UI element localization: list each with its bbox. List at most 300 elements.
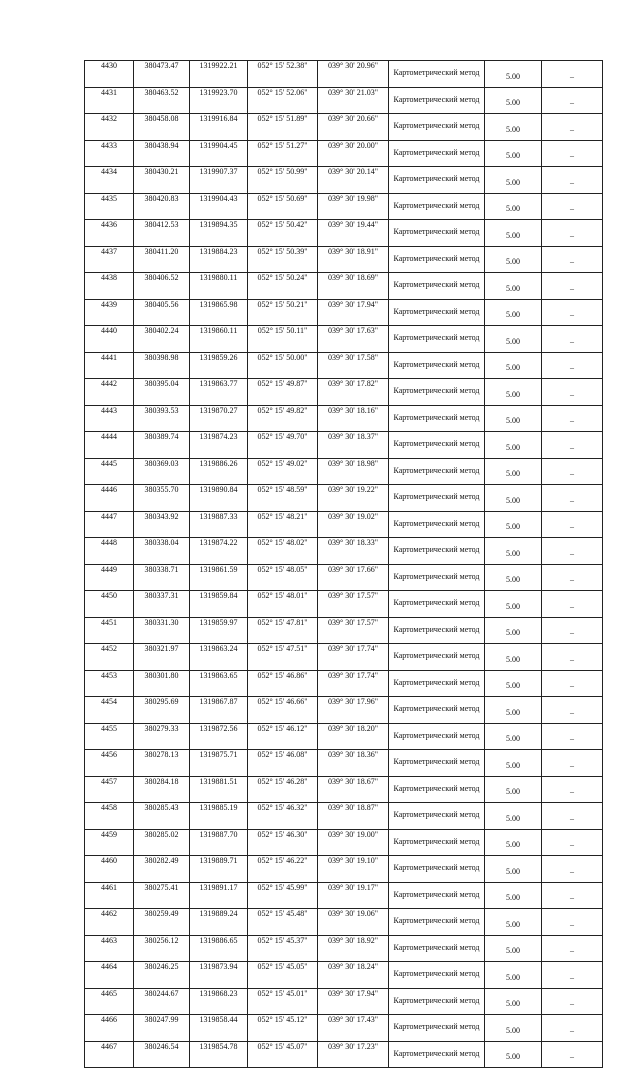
determination-method-cell: Картометрический метод (389, 670, 485, 697)
latitude-cell: 052° 15' 50.39" (248, 246, 318, 273)
determination-method-cell: Картометрический метод (389, 326, 485, 353)
y-coordinate-cell: 1319891.17 (190, 882, 248, 909)
note-cell: – (542, 962, 603, 989)
y-coordinate-cell: 1319884.23 (190, 246, 248, 273)
note-cell: – (542, 803, 603, 830)
x-coordinate-cell: 380395.04 (134, 379, 190, 406)
accuracy-cell: 5.00 (485, 644, 542, 671)
longitude-cell: 039° 30' 17.23" (318, 1041, 389, 1068)
latitude-cell: 052° 15' 46.86" (248, 670, 318, 697)
point-number-cell: 4447 (85, 511, 134, 538)
latitude-cell: 052° 15' 49.70" (248, 432, 318, 459)
point-number-cell: 4452 (85, 644, 134, 671)
table-row (85, 697, 603, 724)
accuracy-cell: 5.00 (485, 1041, 542, 1068)
longitude-cell: 039° 30' 17.57" (318, 591, 389, 618)
longitude-cell: 039° 30' 18.87" (318, 803, 389, 830)
accuracy-cell: 5.00 (485, 511, 542, 538)
latitude-cell: 052° 15' 52.06" (248, 87, 318, 114)
accuracy-cell: 5.00 (485, 591, 542, 618)
note-cell: – (542, 829, 603, 856)
point-number-cell: 4462 (85, 909, 134, 936)
longitude-cell: 039° 30' 17.63" (318, 326, 389, 353)
x-coordinate-cell: 380259.49 (134, 909, 190, 936)
point-number-cell: 4460 (85, 856, 134, 883)
table-row (85, 246, 603, 273)
latitude-cell: 052° 15' 49.82" (248, 405, 318, 432)
y-coordinate-cell: 1319859.97 (190, 617, 248, 644)
accuracy-cell: 5.00 (485, 670, 542, 697)
longitude-cell: 039° 30' 20.66" (318, 114, 389, 141)
point-number-cell: 4436 (85, 220, 134, 247)
table-row (85, 299, 603, 326)
table-row (85, 511, 603, 538)
longitude-cell: 039° 30' 17.74" (318, 644, 389, 671)
table-row (85, 61, 603, 88)
point-number-cell: 4466 (85, 1015, 134, 1042)
point-number-cell: 4454 (85, 697, 134, 724)
table-row (85, 564, 603, 591)
accuracy-cell: 5.00 (485, 193, 542, 220)
point-number-cell: 4445 (85, 458, 134, 485)
x-coordinate-cell: 380337.31 (134, 591, 190, 618)
note-cell: – (542, 405, 603, 432)
latitude-cell: 052° 15' 50.99" (248, 167, 318, 194)
table-row (85, 432, 603, 459)
y-coordinate-cell: 1319885.19 (190, 803, 248, 830)
point-number-cell: 4432 (85, 114, 134, 141)
accuracy-cell: 5.00 (485, 1015, 542, 1042)
point-number-cell: 4438 (85, 273, 134, 300)
latitude-cell: 052° 15' 46.08" (248, 750, 318, 777)
x-coordinate-cell: 380411.20 (134, 246, 190, 273)
x-coordinate-cell: 380406.52 (134, 273, 190, 300)
determination-method-cell: Картометрический метод (389, 644, 485, 671)
y-coordinate-cell: 1319859.84 (190, 591, 248, 618)
accuracy-cell: 5.00 (485, 776, 542, 803)
table-row (85, 776, 603, 803)
point-number-cell: 4442 (85, 379, 134, 406)
latitude-cell: 052° 15' 47.51" (248, 644, 318, 671)
note-cell: – (542, 114, 603, 141)
point-number-cell: 4456 (85, 750, 134, 777)
determination-method-cell: Картометрический метод (389, 909, 485, 936)
y-coordinate-cell: 1319859.26 (190, 352, 248, 379)
x-coordinate-cell: 380338.04 (134, 538, 190, 565)
determination-method-cell: Картометрический метод (389, 114, 485, 141)
note-cell: – (542, 644, 603, 671)
determination-method-cell: Картометрический метод (389, 776, 485, 803)
table-row (85, 670, 603, 697)
longitude-cell: 039° 30' 18.33" (318, 538, 389, 565)
determination-method-cell: Картометрический метод (389, 352, 485, 379)
latitude-cell: 052° 15' 45.37" (248, 935, 318, 962)
note-cell: – (542, 909, 603, 936)
accuracy-cell: 5.00 (485, 379, 542, 406)
longitude-cell: 039° 30' 20.14" (318, 167, 389, 194)
longitude-cell: 039° 30' 17.96" (318, 697, 389, 724)
point-number-cell: 4467 (85, 1041, 134, 1068)
accuracy-cell: 5.00 (485, 140, 542, 167)
note-cell: – (542, 352, 603, 379)
longitude-cell: 039° 30' 20.00" (318, 140, 389, 167)
latitude-cell: 052° 15' 48.02" (248, 538, 318, 565)
latitude-cell: 052° 15' 51.89" (248, 114, 318, 141)
y-coordinate-cell: 1319874.23 (190, 432, 248, 459)
accuracy-cell: 5.00 (485, 432, 542, 459)
latitude-cell: 052° 15' 46.66" (248, 697, 318, 724)
note-cell: – (542, 87, 603, 114)
longitude-cell: 039° 30' 17.43" (318, 1015, 389, 1042)
x-coordinate-cell: 380295.69 (134, 697, 190, 724)
accuracy-cell: 5.00 (485, 723, 542, 750)
y-coordinate-cell: 1319870.27 (190, 405, 248, 432)
determination-method-cell: Картометрический метод (389, 87, 485, 114)
table-row (85, 909, 603, 936)
determination-method-cell: Картометрический метод (389, 140, 485, 167)
point-number-cell: 4458 (85, 803, 134, 830)
latitude-cell: 052° 15' 45.48" (248, 909, 318, 936)
accuracy-cell: 5.00 (485, 564, 542, 591)
point-number-cell: 4453 (85, 670, 134, 697)
determination-method-cell: Картометрический метод (389, 564, 485, 591)
x-coordinate-cell: 380279.33 (134, 723, 190, 750)
x-coordinate-cell: 380338.71 (134, 564, 190, 591)
accuracy-cell: 5.00 (485, 909, 542, 936)
point-number-cell: 4463 (85, 935, 134, 962)
latitude-cell: 052° 15' 46.12" (248, 723, 318, 750)
y-coordinate-cell: 1319886.26 (190, 458, 248, 485)
y-coordinate-cell: 1319881.51 (190, 776, 248, 803)
accuracy-cell: 5.00 (485, 538, 542, 565)
latitude-cell: 052° 15' 48.05" (248, 564, 318, 591)
latitude-cell: 052° 15' 52.38" (248, 61, 318, 88)
table-row (85, 962, 603, 989)
determination-method-cell: Картометрический метод (389, 962, 485, 989)
table-row (85, 458, 603, 485)
accuracy-cell: 5.00 (485, 167, 542, 194)
note-cell: – (542, 591, 603, 618)
table-row (85, 352, 603, 379)
x-coordinate-cell: 380284.18 (134, 776, 190, 803)
point-number-cell: 4461 (85, 882, 134, 909)
longitude-cell: 039° 30' 17.57" (318, 617, 389, 644)
y-coordinate-cell: 1319868.23 (190, 988, 248, 1015)
latitude-cell: 052° 15' 45.99" (248, 882, 318, 909)
note-cell: – (542, 750, 603, 777)
y-coordinate-cell: 1319875.71 (190, 750, 248, 777)
table-row (85, 273, 603, 300)
note-cell: – (542, 564, 603, 591)
determination-method-cell: Картометрический метод (389, 273, 485, 300)
latitude-cell: 052° 15' 45.12" (248, 1015, 318, 1042)
latitude-cell: 052° 15' 50.00" (248, 352, 318, 379)
accuracy-cell: 5.00 (485, 299, 542, 326)
latitude-cell: 052° 15' 46.30" (248, 829, 318, 856)
longitude-cell: 039° 30' 18.91" (318, 246, 389, 273)
x-coordinate-cell: 380393.53 (134, 405, 190, 432)
longitude-cell: 039° 30' 17.94" (318, 299, 389, 326)
x-coordinate-cell: 380301.80 (134, 670, 190, 697)
y-coordinate-cell: 1319916.84 (190, 114, 248, 141)
y-coordinate-cell: 1319872.56 (190, 723, 248, 750)
table-row (85, 405, 603, 432)
point-number-cell: 4455 (85, 723, 134, 750)
determination-method-cell: Картометрический метод (389, 193, 485, 220)
x-coordinate-cell: 380278.13 (134, 750, 190, 777)
x-coordinate-cell: 380321.97 (134, 644, 190, 671)
longitude-cell: 039° 30' 18.37" (318, 432, 389, 459)
x-coordinate-cell: 380282.49 (134, 856, 190, 883)
accuracy-cell: 5.00 (485, 220, 542, 247)
determination-method-cell: Картометрический метод (389, 220, 485, 247)
note-cell: – (542, 485, 603, 512)
latitude-cell: 052° 15' 49.87" (248, 379, 318, 406)
y-coordinate-cell: 1319874.22 (190, 538, 248, 565)
longitude-cell: 039° 30' 18.24" (318, 962, 389, 989)
determination-method-cell: Картометрический метод (389, 617, 485, 644)
point-number-cell: 4459 (85, 829, 134, 856)
point-number-cell: 4439 (85, 299, 134, 326)
longitude-cell: 039° 30' 18.69" (318, 273, 389, 300)
x-coordinate-cell: 380398.98 (134, 352, 190, 379)
x-coordinate-cell: 380369.03 (134, 458, 190, 485)
latitude-cell: 052° 15' 50.24" (248, 273, 318, 300)
y-coordinate-cell: 1319889.71 (190, 856, 248, 883)
accuracy-cell: 5.00 (485, 273, 542, 300)
x-coordinate-cell: 380275.41 (134, 882, 190, 909)
note-cell: – (542, 1015, 603, 1042)
latitude-cell: 052° 15' 51.27" (248, 140, 318, 167)
table-row (85, 644, 603, 671)
longitude-cell: 039° 30' 19.98" (318, 193, 389, 220)
note-cell: – (542, 617, 603, 644)
longitude-cell: 039° 30' 18.98" (318, 458, 389, 485)
table-row (85, 220, 603, 247)
accuracy-cell: 5.00 (485, 988, 542, 1015)
note-cell: – (542, 326, 603, 353)
point-number-cell: 4457 (85, 776, 134, 803)
x-coordinate-cell: 380244.67 (134, 988, 190, 1015)
accuracy-cell: 5.00 (485, 829, 542, 856)
y-coordinate-cell: 1319880.11 (190, 273, 248, 300)
y-coordinate-cell: 1319863.65 (190, 670, 248, 697)
y-coordinate-cell: 1319887.33 (190, 511, 248, 538)
point-number-cell: 4443 (85, 405, 134, 432)
point-number-cell: 4435 (85, 193, 134, 220)
y-coordinate-cell: 1319894.35 (190, 220, 248, 247)
longitude-cell: 039° 30' 18.20" (318, 723, 389, 750)
y-coordinate-cell: 1319922.21 (190, 61, 248, 88)
point-number-cell: 4450 (85, 591, 134, 618)
note-cell: – (542, 167, 603, 194)
x-coordinate-cell: 380405.56 (134, 299, 190, 326)
determination-method-cell: Картометрический метод (389, 61, 485, 88)
note-cell: – (542, 61, 603, 88)
x-coordinate-cell: 380247.99 (134, 1015, 190, 1042)
y-coordinate-cell: 1319904.45 (190, 140, 248, 167)
note-cell: – (542, 458, 603, 485)
note-cell: – (542, 882, 603, 909)
determination-method-cell: Картометрический метод (389, 405, 485, 432)
table-row (85, 750, 603, 777)
table-row (85, 87, 603, 114)
point-number-cell: 4434 (85, 167, 134, 194)
longitude-cell: 039° 30' 19.00" (318, 829, 389, 856)
point-number-cell: 4465 (85, 988, 134, 1015)
y-coordinate-cell: 1319890.84 (190, 485, 248, 512)
latitude-cell: 052° 15' 49.02" (248, 458, 318, 485)
note-cell: – (542, 697, 603, 724)
table-row (85, 856, 603, 883)
note-cell: – (542, 140, 603, 167)
note-cell: – (542, 776, 603, 803)
latitude-cell: 052° 15' 46.32" (248, 803, 318, 830)
latitude-cell: 052° 15' 48.59" (248, 485, 318, 512)
table-row (85, 829, 603, 856)
latitude-cell: 052° 15' 46.28" (248, 776, 318, 803)
accuracy-cell: 5.00 (485, 352, 542, 379)
x-coordinate-cell: 380430.21 (134, 167, 190, 194)
determination-method-cell: Картометрический метод (389, 299, 485, 326)
note-cell: – (542, 511, 603, 538)
determination-method-cell: Картометрический метод (389, 935, 485, 962)
y-coordinate-cell: 1319863.24 (190, 644, 248, 671)
longitude-cell: 039° 30' 19.02" (318, 511, 389, 538)
note-cell: – (542, 1041, 603, 1068)
y-coordinate-cell: 1319863.77 (190, 379, 248, 406)
accuracy-cell: 5.00 (485, 458, 542, 485)
x-coordinate-cell: 380389.74 (134, 432, 190, 459)
y-coordinate-cell: 1319865.98 (190, 299, 248, 326)
accuracy-cell: 5.00 (485, 87, 542, 114)
longitude-cell: 039° 30' 21.03" (318, 87, 389, 114)
x-coordinate-cell: 380343.92 (134, 511, 190, 538)
table-row (85, 935, 603, 962)
x-coordinate-cell: 380412.53 (134, 220, 190, 247)
note-cell: – (542, 246, 603, 273)
note-cell: – (542, 988, 603, 1015)
accuracy-cell: 5.00 (485, 803, 542, 830)
determination-method-cell: Картометрический метод (389, 750, 485, 777)
determination-method-cell: Картометрический метод (389, 485, 485, 512)
x-coordinate-cell: 380246.25 (134, 962, 190, 989)
table-row (85, 988, 603, 1015)
point-number-cell: 4437 (85, 246, 134, 273)
y-coordinate-cell: 1319873.94 (190, 962, 248, 989)
latitude-cell: 052° 15' 45.01" (248, 988, 318, 1015)
y-coordinate-cell: 1319904.43 (190, 193, 248, 220)
latitude-cell: 052° 15' 50.42" (248, 220, 318, 247)
table-row (85, 1015, 603, 1042)
y-coordinate-cell: 1319858.44 (190, 1015, 248, 1042)
x-coordinate-cell: 380463.52 (134, 87, 190, 114)
determination-method-cell: Картометрический метод (389, 803, 485, 830)
longitude-cell: 039° 30' 19.22" (318, 485, 389, 512)
x-coordinate-cell: 380458.08 (134, 114, 190, 141)
point-number-cell: 4440 (85, 326, 134, 353)
determination-method-cell: Картометрический метод (389, 829, 485, 856)
longitude-cell: 039° 30' 18.92" (318, 935, 389, 962)
x-coordinate-cell: 380246.54 (134, 1041, 190, 1068)
x-coordinate-cell: 380420.83 (134, 193, 190, 220)
determination-method-cell: Картометрический метод (389, 988, 485, 1015)
accuracy-cell: 5.00 (485, 114, 542, 141)
determination-method-cell: Картометрический метод (389, 882, 485, 909)
y-coordinate-cell: 1319867.87 (190, 697, 248, 724)
table-row (85, 326, 603, 353)
determination-method-cell: Картометрический метод (389, 432, 485, 459)
longitude-cell: 039° 30' 17.94" (318, 988, 389, 1015)
longitude-cell: 039° 30' 19.10" (318, 856, 389, 883)
accuracy-cell: 5.00 (485, 750, 542, 777)
table-row (85, 114, 603, 141)
longitude-cell: 039° 30' 20.96" (318, 61, 389, 88)
table-row (85, 379, 603, 406)
accuracy-cell: 5.00 (485, 61, 542, 88)
table-row (85, 538, 603, 565)
accuracy-cell: 5.00 (485, 617, 542, 644)
y-coordinate-cell: 1319860.11 (190, 326, 248, 353)
table-row (85, 617, 603, 644)
table-row (85, 1041, 603, 1068)
point-number-cell: 4446 (85, 485, 134, 512)
note-cell: – (542, 193, 603, 220)
note-cell: – (542, 220, 603, 247)
y-coordinate-cell: 1319889.24 (190, 909, 248, 936)
table-row (85, 723, 603, 750)
x-coordinate-cell: 380473.47 (134, 61, 190, 88)
longitude-cell: 039° 30' 17.82" (318, 379, 389, 406)
x-coordinate-cell: 380285.43 (134, 803, 190, 830)
accuracy-cell: 5.00 (485, 856, 542, 883)
y-coordinate-cell: 1319854.78 (190, 1041, 248, 1068)
table-row (85, 485, 603, 512)
determination-method-cell: Картометрический метод (389, 379, 485, 406)
determination-method-cell: Картометрический метод (389, 246, 485, 273)
table-row (85, 167, 603, 194)
point-number-cell: 4451 (85, 617, 134, 644)
longitude-cell: 039° 30' 17.66" (318, 564, 389, 591)
longitude-cell: 039° 30' 19.06" (318, 909, 389, 936)
x-coordinate-cell: 380355.70 (134, 485, 190, 512)
longitude-cell: 039° 30' 19.17" (318, 882, 389, 909)
determination-method-cell: Картометрический метод (389, 511, 485, 538)
determination-method-cell: Картометрический метод (389, 856, 485, 883)
longitude-cell: 039° 30' 18.16" (318, 405, 389, 432)
x-coordinate-cell: 380331.30 (134, 617, 190, 644)
latitude-cell: 052° 15' 46.22" (248, 856, 318, 883)
determination-method-cell: Картометрический метод (389, 591, 485, 618)
point-number-cell: 4430 (85, 61, 134, 88)
accuracy-cell: 5.00 (485, 246, 542, 273)
longitude-cell: 039° 30' 17.58" (318, 352, 389, 379)
note-cell: – (542, 538, 603, 565)
note-cell: – (542, 723, 603, 750)
accuracy-cell: 5.00 (485, 326, 542, 353)
coordinates-table-body (85, 61, 603, 1068)
note-cell: – (542, 432, 603, 459)
note-cell: – (542, 379, 603, 406)
determination-method-cell: Картометрический метод (389, 167, 485, 194)
point-number-cell: 4464 (85, 962, 134, 989)
note-cell: – (542, 299, 603, 326)
coordinates-sheet (84, 60, 602, 1068)
y-coordinate-cell: 1319907.37 (190, 167, 248, 194)
y-coordinate-cell: 1319887.70 (190, 829, 248, 856)
determination-method-cell: Картометрический метод (389, 458, 485, 485)
point-number-cell: 4444 (85, 432, 134, 459)
